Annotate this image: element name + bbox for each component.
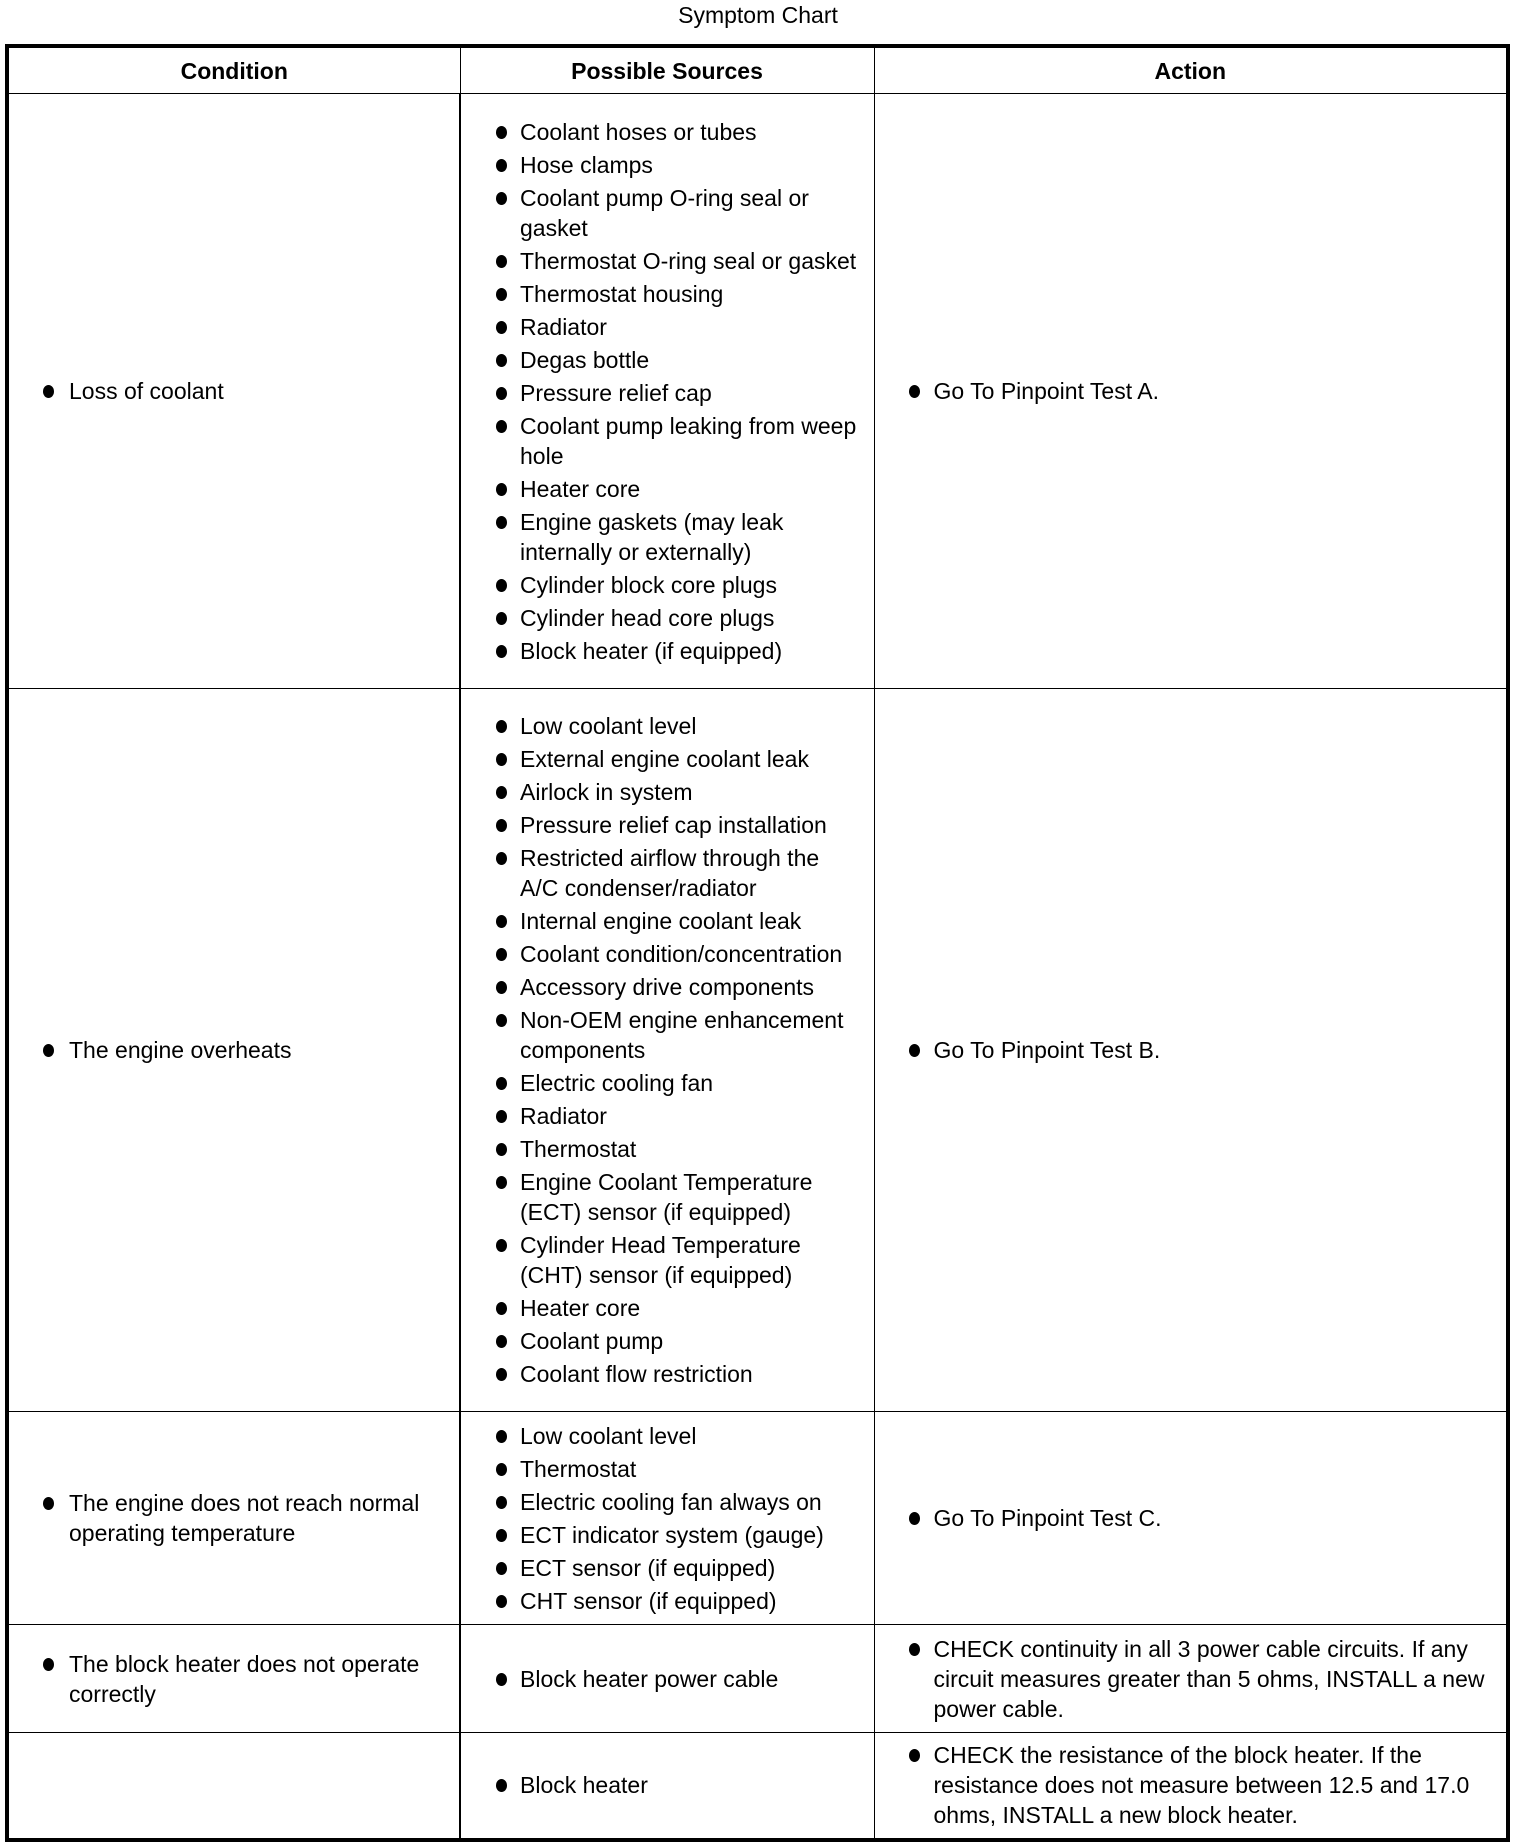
list-item: Block heater power cable (520, 1664, 860, 1694)
list-item: Coolant pump O-ring seal or gasket (520, 183, 860, 243)
list-item: Coolant pump (520, 1326, 860, 1356)
list-item: Low coolant level (520, 711, 860, 741)
list-item: External engine coolant leak (520, 744, 860, 774)
list-item: Heater core (520, 1293, 860, 1323)
action-cell (874, 689, 1508, 1412)
list-item: ECT sensor (if equipped) (520, 1553, 860, 1583)
list-item: CHT sensor (if equipped) (520, 1586, 860, 1616)
list-item: Go To Pinpoint Test B. (934, 1035, 1487, 1065)
table-row (7, 94, 1508, 689)
list-item: Thermostat (520, 1134, 860, 1164)
action-cell-list (875, 1035, 1507, 1065)
list-item: Thermostat (520, 1454, 860, 1484)
sources-cell-list (461, 711, 874, 1389)
list-item: Non-OEM engine enhancement components (520, 1005, 860, 1065)
condition-cell-list (9, 1488, 459, 1548)
list-item: Pressure relief cap installation (520, 810, 860, 840)
list-item: The engine does not reach normal operating temperature (69, 1488, 451, 1548)
list-item: Pressure relief cap (520, 378, 860, 408)
list-item: Go To Pinpoint Test C. (934, 1503, 1487, 1533)
list-item: Electric cooling fan always on (520, 1487, 860, 1517)
list-item: Coolant hoses or tubes (520, 117, 860, 147)
list-item: Airlock in system (520, 777, 860, 807)
condition-cell-list (9, 1035, 459, 1065)
list-item: Hose clamps (520, 150, 860, 180)
condition-cell-list (9, 1649, 459, 1709)
sources-cell-list (461, 117, 874, 666)
sources-cell (460, 1625, 874, 1733)
list-item: Electric cooling fan (520, 1068, 860, 1098)
list-item: Degas bottle (520, 345, 860, 375)
action-cell-list (875, 1740, 1507, 1830)
table-row (7, 1625, 1508, 1733)
list-item: Radiator (520, 1101, 860, 1131)
list-item: The block heater does not operate correctly (69, 1649, 451, 1709)
symptom-chart-table (5, 44, 1510, 1842)
list-item: Thermostat O-ring seal or gasket (520, 246, 860, 276)
list-item: Low coolant level (520, 1421, 860, 1451)
sources-cell (460, 94, 874, 689)
list-item: Cylinder Head Temperature (CHT) sensor (if equipped) (520, 1230, 860, 1290)
action-cell (874, 1625, 1508, 1733)
table-row (7, 1412, 1508, 1625)
header-condition: Condition (7, 46, 460, 94)
table-row (7, 689, 1508, 1412)
list-item: Block heater (if equipped) (520, 636, 860, 666)
header-possible-sources: Possible Sources (460, 46, 874, 94)
list-item: Thermostat housing (520, 279, 860, 309)
chart-title: Symptom Chart (678, 2, 838, 28)
list-item: Engine Coolant Temperature (ECT) sensor (if equipped) (520, 1167, 860, 1227)
list-item: Block heater (520, 1770, 860, 1800)
list-item: Go To Pinpoint Test A. (934, 376, 1487, 406)
sources-cell-list (461, 1421, 874, 1616)
sources-cell (460, 1733, 874, 1840)
sources-cell-list (461, 1664, 874, 1694)
list-item: Cylinder block core plugs (520, 570, 860, 600)
sources-cell-list (461, 1770, 874, 1800)
action-cell (874, 94, 1508, 689)
condition-cell-list (9, 376, 459, 406)
list-item: Coolant condition/concentration (520, 939, 860, 969)
list-item: Cylinder head core plugs (520, 603, 860, 633)
condition-cell (7, 1412, 460, 1625)
action-cell (874, 1412, 1508, 1625)
list-item: Internal engine coolant leak (520, 906, 860, 936)
list-item: Restricted airflow through the A/C condenser/radiator (520, 843, 860, 903)
list-item: Coolant flow restriction (520, 1359, 860, 1389)
action-cell-list (875, 1634, 1507, 1724)
list-item: CHECK the resistance of the block heater. If the resistance does not measure between 12.5 and 17.0 ohms, INSTALL a new block heater. (934, 1740, 1487, 1830)
list-item: Accessory drive components (520, 972, 860, 1002)
condition-cell (7, 689, 460, 1412)
sources-cell (460, 689, 874, 1412)
list-item: Coolant pump leaking from weep hole (520, 411, 860, 471)
condition-cell (7, 1733, 460, 1840)
list-item: Heater core (520, 474, 860, 504)
action-cell-list (875, 376, 1507, 406)
list-item: Loss of coolant (69, 376, 451, 406)
sources-cell (460, 1412, 874, 1625)
table-row (7, 1733, 1508, 1840)
list-item: CHECK continuity in all 3 power cable circuits. If any circuit measures greater than 5 ohms, INSTALL a new power cable. (933, 1635, 1485, 1722)
action-cell-list (875, 1503, 1507, 1533)
list-item: Engine gaskets (may leak internally or externally) (520, 507, 860, 567)
condition-cell (7, 94, 460, 689)
condition-cell (7, 1625, 460, 1733)
header-action: Action (874, 46, 1508, 94)
list-item: The engine overheats (69, 1035, 451, 1065)
action-cell (874, 1733, 1508, 1840)
list-item: ECT indicator system (gauge) (520, 1520, 860, 1550)
list-item: Radiator (520, 312, 860, 342)
header-row (7, 46, 1508, 94)
